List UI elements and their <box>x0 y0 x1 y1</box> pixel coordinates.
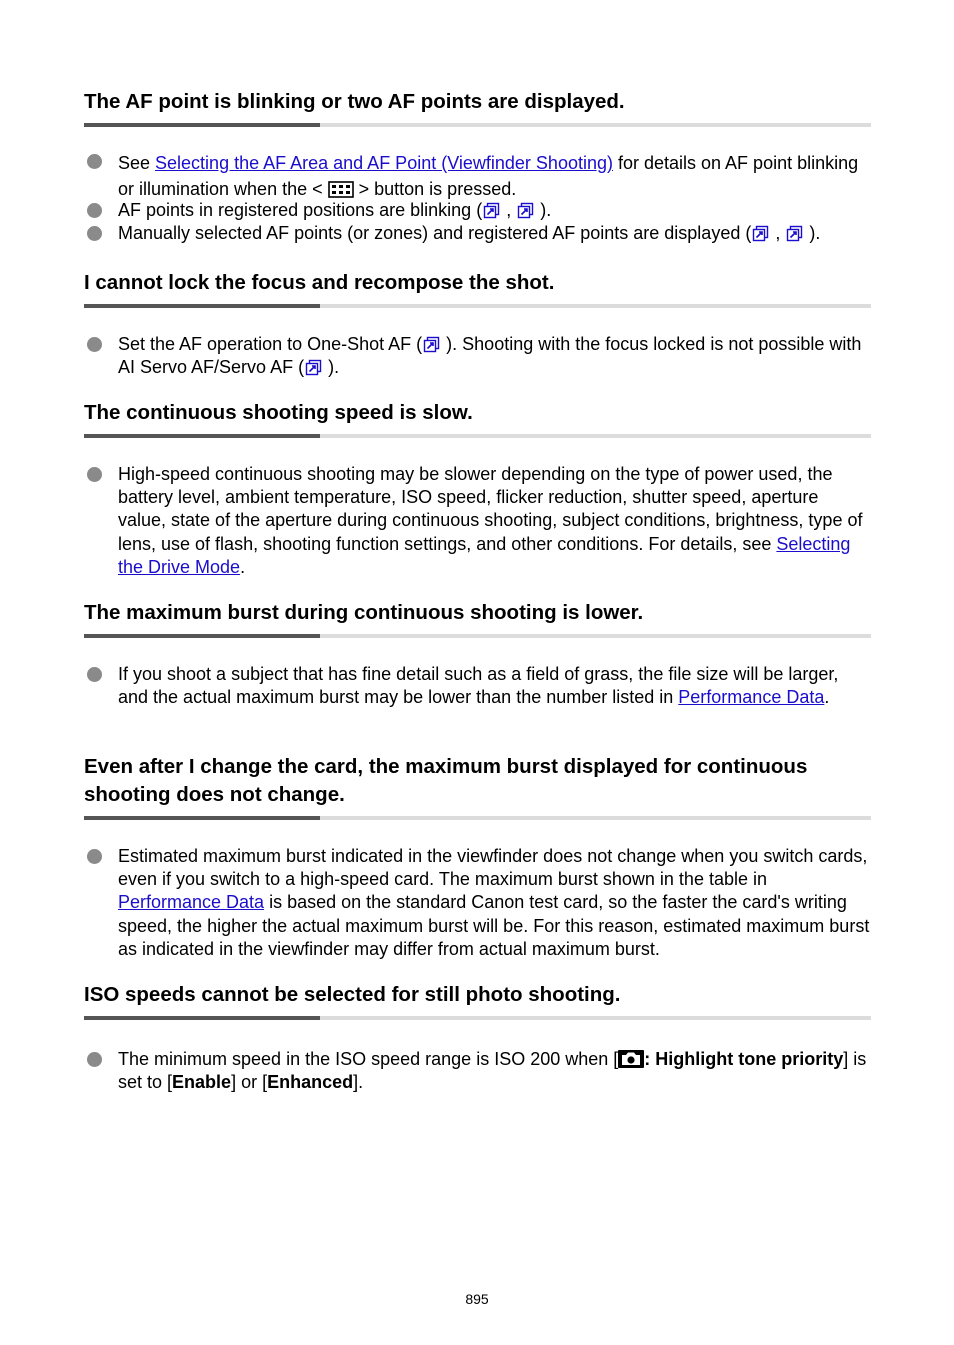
heading-rule <box>84 1016 871 1020</box>
page-number: 895 <box>465 1291 489 1307</box>
bullet-list <box>84 463 871 579</box>
camera-icon <box>618 1050 644 1068</box>
heading-rule <box>84 816 871 820</box>
section-heading: The AF point is blinking or two AF points are displayed. <box>84 90 625 113</box>
reference-link-icon[interactable] <box>786 225 803 242</box>
bullet-list <box>84 845 871 961</box>
reference-link-icon[interactable] <box>305 359 322 376</box>
heading-rule <box>84 304 871 308</box>
bullet-list <box>84 663 871 709</box>
section-heading: Even after I change the card, the maximum burst displayed for continuous shooting does not change. <box>84 755 808 806</box>
section-heading: The continuous shooting speed is slow. <box>84 401 473 424</box>
af-area-selection-button-icon <box>328 179 354 196</box>
reference-link-icon[interactable] <box>517 202 534 219</box>
list-item: AF points in registered positions are blinking ( , ). <box>84 199 871 222</box>
list-item: Manually selected AF points (or zones) and registered AF points are displayed ( , ). <box>84 222 871 245</box>
link-selecting-drive-mode[interactable]: Selecting the Drive Mode <box>118 533 851 577</box>
list-item: Estimated maximum burst indicated in the viewfinder does not change when you switch cards, even if you switch to a high-speed card. The maximum burst shown in the table in Performance Data is based on the standard Canon test card, so the faster the card's writing speed, the higher the actual maximum burst will be. For this reason, estimated maximum burst as indicated in the viewfinder may differ from actual maximum burst. <box>84 845 871 961</box>
reference-link-icon[interactable] <box>483 202 500 219</box>
section-heading: The maximum burst during continuous shooting is lower. <box>84 601 644 624</box>
section-af-point-blinking <box>84 88 871 245</box>
reference-link-icon[interactable] <box>423 336 440 353</box>
section-focus-lock <box>84 269 871 379</box>
section-card-change <box>84 753 871 961</box>
list-item: Set the AF operation to One-Shot AF ( ). Shooting with the focus locked is not possible with AI Servo AF/Servo AF ( ). <box>84 333 871 379</box>
list-item: High-speed continuous shooting may be slower depending on the type of power used, the battery level, ambient temperature, ISO speed, flicker reduction, shutter speed, aperture value, state of the aperture during continuous shooting, subject conditions, brightness, type of lens, use of flash, shooting function settings, and other conditions. For details, see Selecting the Drive Mode. <box>84 463 871 579</box>
section-iso-speeds <box>84 981 871 1094</box>
section-heading: I cannot lock the focus and recompose the shot. <box>84 271 555 294</box>
bullet-list <box>84 1048 871 1094</box>
list-item: If you shoot a subject that has fine detail such as a field of grass, the file size will be larger, and the actual maximum burst may be lower than the number listed in Performance Data. <box>84 663 871 709</box>
list-item: See Selecting the AF Area and AF Point (Viewfinder Shooting) for details on AF point blinking or illumination when the < > button is pressed. <box>84 150 871 202</box>
bullet-list <box>84 150 871 245</box>
section-heading: ISO speeds cannot be selected for still photo shooting. <box>84 983 621 1006</box>
section-continuous-speed <box>84 399 871 579</box>
reference-link-icon[interactable] <box>752 225 769 242</box>
heading-rule <box>84 634 871 638</box>
section-max-burst-lower <box>84 599 871 709</box>
list-item: The minimum speed in the ISO speed range is ISO 200 when [ : Highlight tone priority] is set to [Enable] or [Enhanced]. <box>84 1048 871 1094</box>
link-selecting-af-area[interactable]: Selecting the AF Area and AF Point (Viewfinder Shooting) <box>155 153 613 173</box>
heading-rule <box>84 434 871 438</box>
bullet-list <box>84 333 871 379</box>
link-performance-data[interactable]: Performance Data <box>678 687 825 708</box>
link-performance-data[interactable]: Performance Data <box>118 892 265 913</box>
heading-rule <box>84 123 871 127</box>
